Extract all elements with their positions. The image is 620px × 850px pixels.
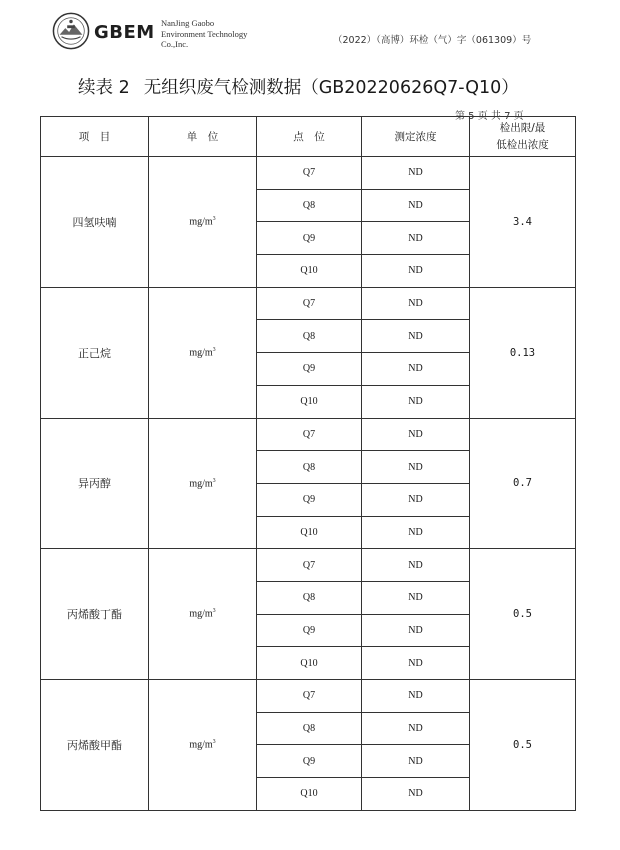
header-limit [470,117,576,157]
unit-cell [149,157,257,288]
company-line: Co.,Inc. [161,39,189,49]
detection-limit-cell: 0.5 [470,680,576,811]
header-concentration: 测定浓度 [362,117,470,157]
page-title [78,74,519,99]
point-cell: Q10 [257,778,362,811]
concentration-cell: ND [362,385,470,418]
header-unit: 单 位 [149,117,257,157]
unit-superscript: 3 [212,346,216,353]
concentration-cell: ND [362,483,470,516]
page-number: 第 5 页 共 7 页 [455,111,524,122]
concentration-cell: ND [362,745,470,778]
point-cell: Q8 [257,451,362,484]
detection-limit-cell: 3.4 [470,157,576,288]
concentration-cell: ND [362,581,470,614]
point-cell: Q9 [257,483,362,516]
point-cell: Q10 [257,647,362,680]
detection-limit-cell: 0.13 [470,287,576,418]
table-row [41,418,576,451]
point-cell: Q9 [257,353,362,386]
unit-superscript: 3 [212,608,216,615]
point-cell: Q8 [257,320,362,353]
concentration-cell: ND [362,222,470,255]
table-label: 续表 2 [78,78,130,98]
item-name-cell: 丙烯酸甲酯 [41,680,149,811]
concentration-cell: ND [362,614,470,647]
point-cell: Q8 [257,712,362,745]
concentration-cell: ND [362,712,470,745]
unit-superscript: 3 [212,739,216,746]
data-table-container [40,116,575,810]
logo-text: GBEM [94,22,155,43]
header-limit-line2: 低检出浓度 [496,138,549,151]
item-name-cell: 四氢呋喃 [41,157,149,288]
unit-text: mg/m [189,347,213,359]
unit-cell [149,418,257,549]
unit-superscript: 3 [212,216,216,223]
table-title: 无组织废气检测数据（GB20220626Q7-Q10） [143,78,519,98]
unit-text: mg/m [189,739,213,751]
point-cell: Q7 [257,157,362,190]
point-cell: Q8 [257,581,362,614]
point-cell: Q7 [257,418,362,451]
header-limit-line1: 检出限/最 [499,121,546,134]
point-cell: Q10 [257,516,362,549]
unit-text: mg/m [189,478,213,490]
table-row [41,157,576,190]
document-header [0,0,620,64]
concentration-cell: ND [362,255,470,288]
concentration-cell: ND [362,647,470,680]
company-line: Environment Technology [161,28,248,39]
gbem-emblem-icon [52,12,90,50]
concentration-cell: ND [362,418,470,451]
concentration-cell: ND [362,287,470,320]
concentration-cell: ND [362,157,470,190]
table-body [41,157,576,811]
concentration-cell: ND [362,451,470,484]
concentration-cell: ND [362,353,470,386]
table-row [41,287,576,320]
point-cell: Q9 [257,222,362,255]
company-name [161,18,247,50]
company-line: NanJing Gaobo [161,18,215,28]
table-header-row [41,117,576,157]
item-name-cell: 丙烯酸丁酯 [41,549,149,680]
unit-cell [149,549,257,680]
concentration-cell: ND [362,516,470,549]
point-cell: Q10 [257,255,362,288]
unit-text: mg/m [189,608,213,620]
unit-cell [149,680,257,811]
unit-superscript: 3 [212,477,216,484]
point-cell: Q9 [257,745,362,778]
header-item: 项 目 [41,117,149,157]
point-cell: Q9 [257,614,362,647]
unit-cell [149,287,257,418]
unit-text: mg/m [189,216,213,228]
document-number: （2022）（高博）环检（气）字（061309）号 [333,35,532,46]
point-cell: Q7 [257,680,362,713]
header-point: 点 位 [257,117,362,157]
table-row [41,680,576,713]
concentration-cell: ND [362,680,470,713]
point-cell: Q10 [257,385,362,418]
concentration-cell: ND [362,778,470,811]
data-table [40,116,576,811]
detection-limit-cell: 0.5 [470,549,576,680]
concentration-cell: ND [362,320,470,353]
detection-limit-cell: 0.7 [470,418,576,549]
item-name-cell: 正己烷 [41,287,149,418]
concentration-cell: ND [362,189,470,222]
table-row [41,549,576,582]
item-name-cell: 异丙醇 [41,418,149,549]
point-cell: Q8 [257,189,362,222]
point-cell: Q7 [257,287,362,320]
concentration-cell: ND [362,549,470,582]
point-cell: Q7 [257,549,362,582]
